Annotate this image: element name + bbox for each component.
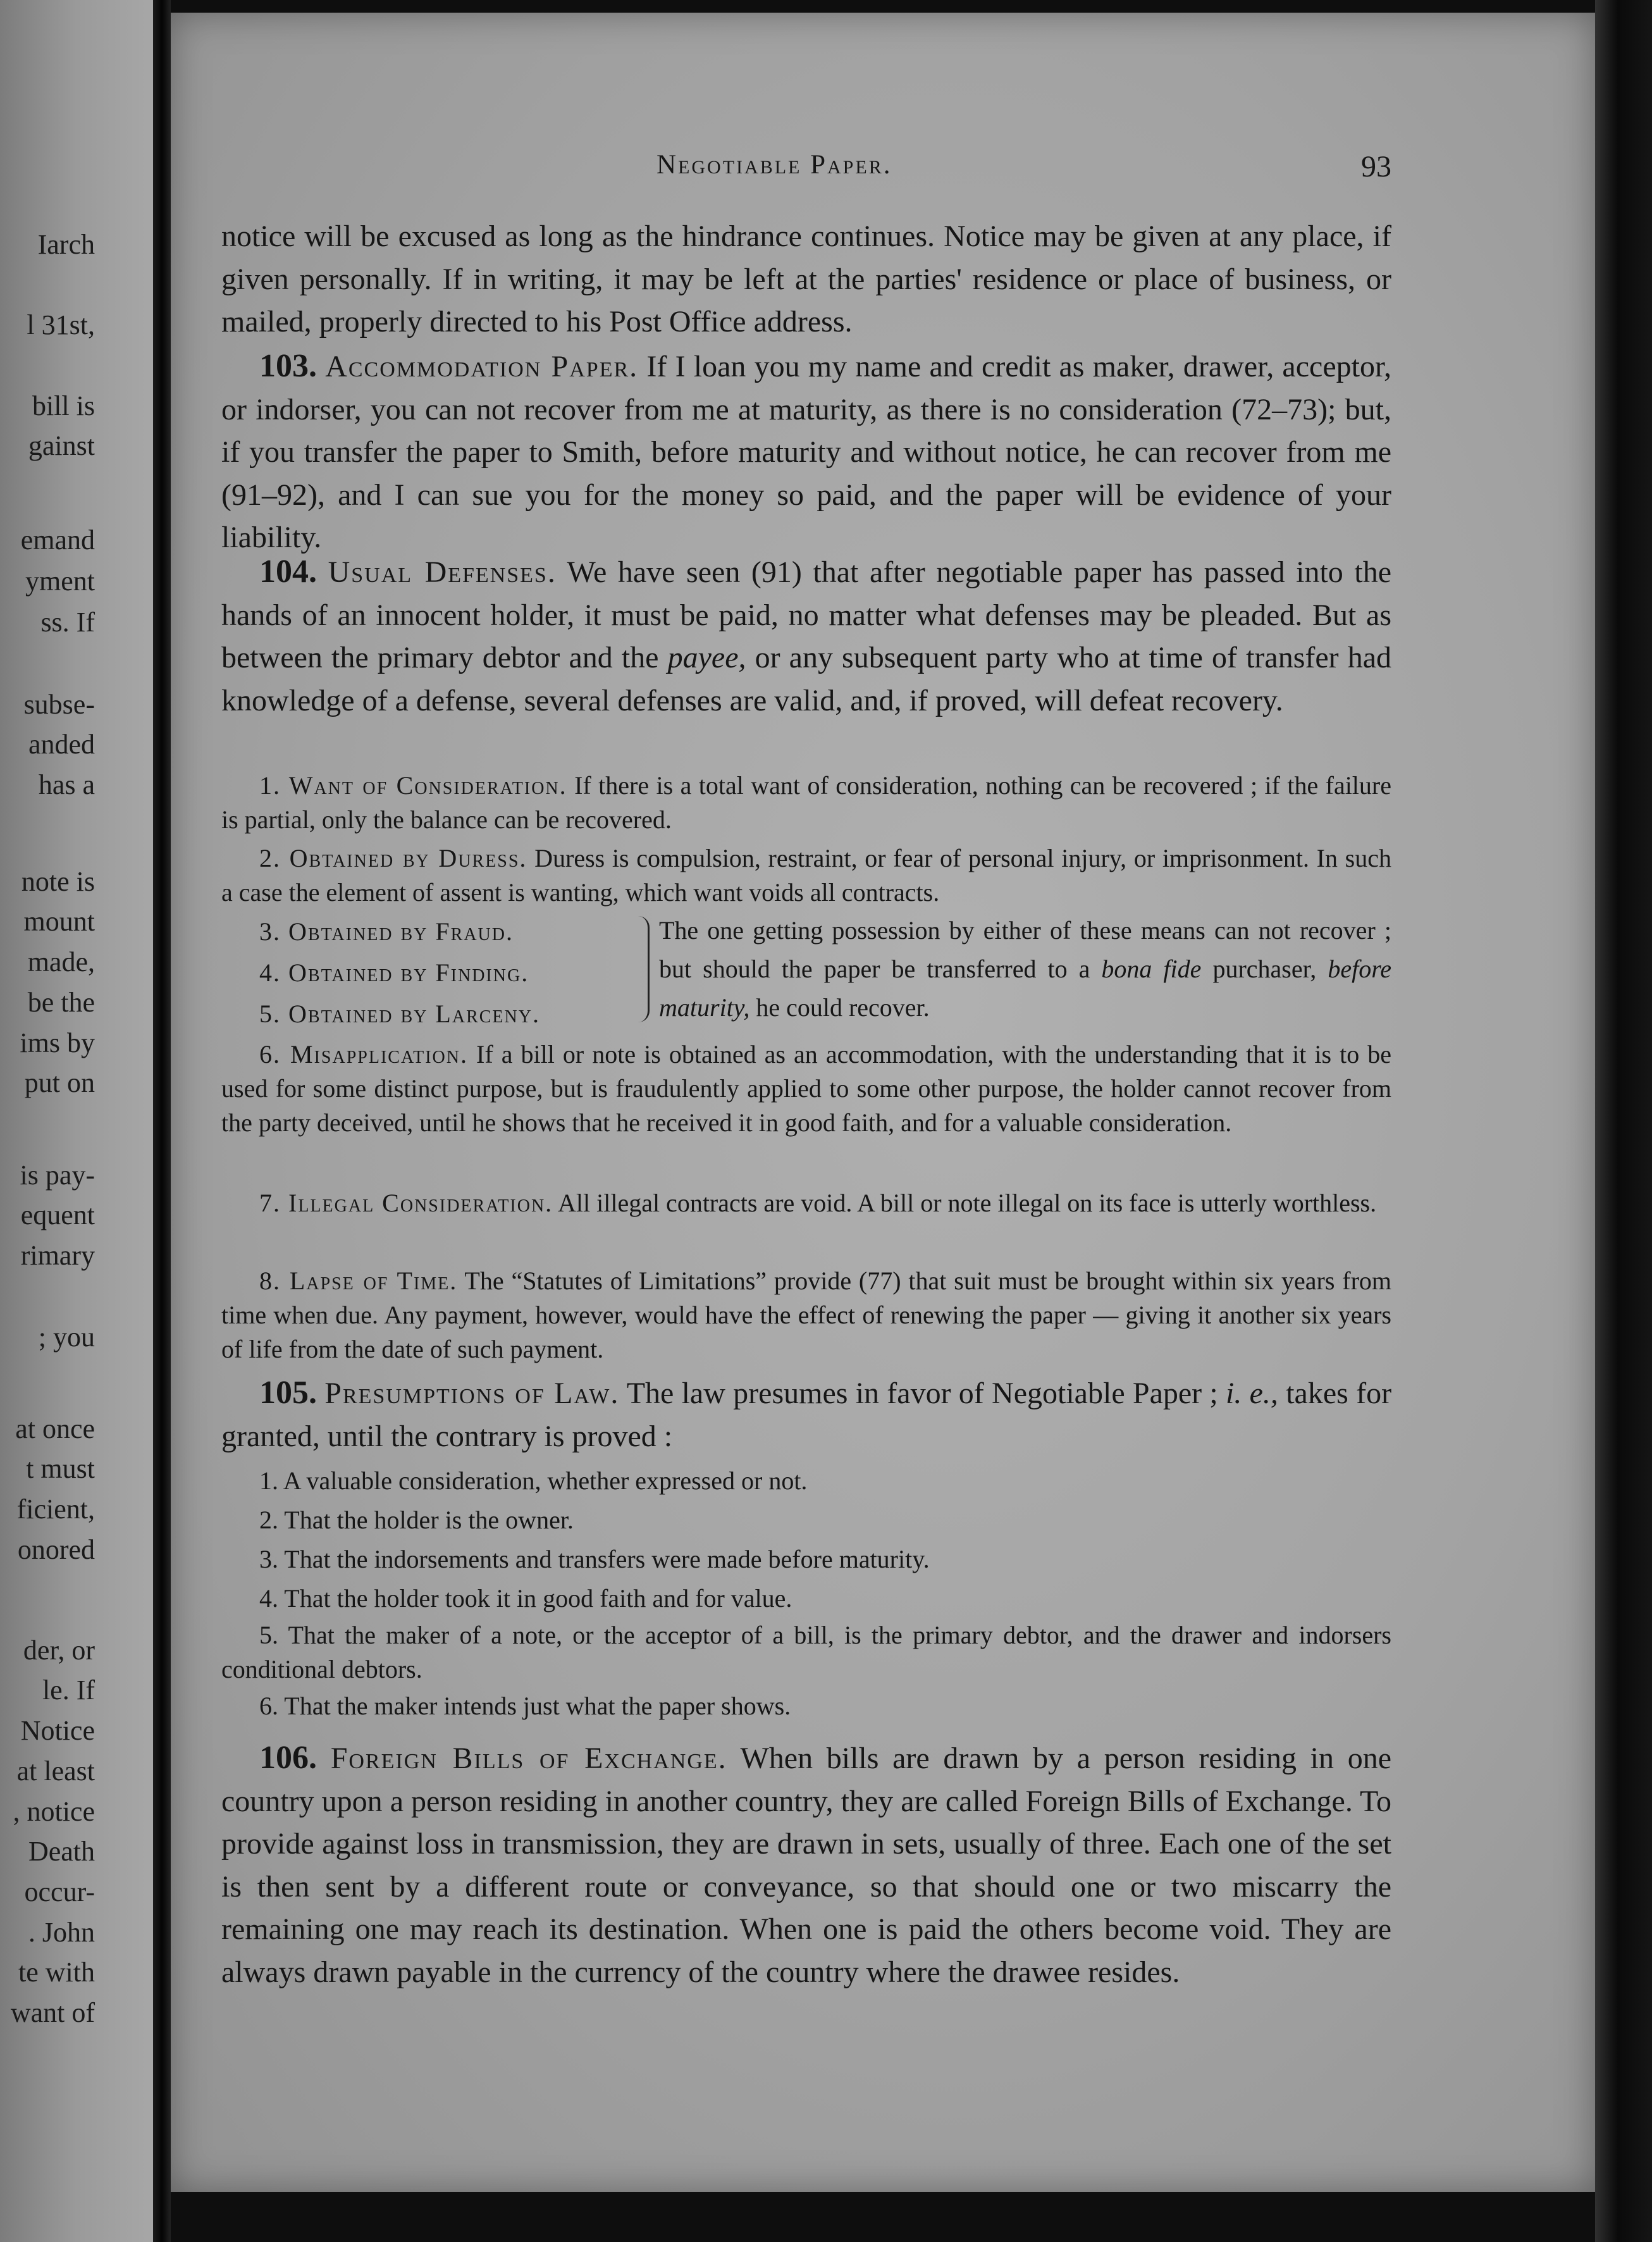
- section-title: Foreign Bills of Exchange.: [330, 1742, 727, 1775]
- section-text: We have seen (91) that after negotiable paper has passed into the hands of an innocent holder, it must be paid, no matter what defenses may be pleaded. But as between the primary debtor and the: [221, 555, 1391, 674]
- prev-fragment: occur-: [24, 1876, 95, 1907]
- presumption-item: 6. That the maker intends just what the paper shows.: [259, 1692, 791, 1720]
- section-103: [221, 345, 1391, 559]
- item-text: If a bill or note is obtained as an accommodation, with the understanding that it is to be used for some distinct purpose, but is fraudulently applied to some other purpose, the holder cannot recover from the party deceived, until he shows that he received it in good faith, and for a valuable consideration.: [221, 1040, 1392, 1137]
- italic-term: bona fide: [1101, 955, 1202, 983]
- prev-fragment: Death: [28, 1836, 95, 1867]
- prev-fragment: mount: [23, 906, 95, 937]
- defense-item-1: [221, 769, 1391, 837]
- prev-fragment: subse-: [23, 689, 95, 720]
- prev-fragment: equent: [20, 1199, 95, 1230]
- previous-page-strip: [0, 0, 153, 2242]
- prev-fragment: made,: [27, 946, 95, 977]
- prev-fragment: rimary: [20, 1240, 95, 1271]
- defense-item-3: 3. Obtained by Fraud.: [259, 917, 514, 946]
- section-text: or any subsequent party who at time of transfer had knowledge of a defense, several defenses are valid, and, if proved, will defeat recovery.: [221, 641, 1392, 717]
- presumption-item: 5. That the maker of a note, or the acceptor of a bill, is the primary debtor, and the drawer and indorsers conditional debtors.: [221, 1621, 1391, 1683]
- prev-fragment: ims by: [20, 1027, 95, 1058]
- defense-item-4: 4. Obtained by Finding.: [259, 958, 529, 987]
- prev-fragment: ; you: [38, 1322, 95, 1353]
- prev-fragment: be the: [27, 987, 95, 1018]
- prev-fragment: der, or: [23, 1635, 95, 1666]
- prev-fragment: at once: [15, 1413, 95, 1444]
- section-text: takes for granted, until the contrary is proved :: [221, 1377, 1392, 1453]
- prev-fragment: . John: [28, 1917, 95, 1948]
- item-text: The “Statutes of Limitations” provide (77) that suit must be brought within six years from time when due. Any payment, however, would have the effect of renewing the paper — giving it another six years of life from the date of such payment.: [221, 1267, 1392, 1363]
- prev-fragment: Notice: [20, 1715, 95, 1746]
- section-number: 104.: [259, 554, 317, 590]
- bracket-text: The one getting possession by either of these means can not recover ; but should the paper be transferred to a: [659, 916, 1391, 983]
- prev-fragment: ss. If: [40, 607, 95, 638]
- section-106: [221, 1737, 1391, 1993]
- bracket-item-labels: [259, 911, 639, 1034]
- section-number: 105.: [259, 1375, 317, 1411]
- item-label: 2. Obtained by Duress.: [259, 844, 527, 872]
- prev-fragment: emand: [20, 524, 95, 555]
- section-105: [221, 1372, 1391, 1458]
- defense-item-7: [221, 1186, 1391, 1220]
- section-text: If I loan you my name and credit as maker, drawer, acceptor, or indorser, you can not recover from me at maturity, as there is no consideration (72–73); but, if you transfer the paper to Smith, before maturity and without notice, he can recover from me (91–92), and I can sue you for the money so paid, and the paper will be evidence of your liability.: [221, 350, 1392, 554]
- prev-fragment: ficient,: [16, 1494, 95, 1525]
- prev-fragment: Iarch: [37, 229, 95, 260]
- prev-fragment: at least: [16, 1756, 95, 1787]
- prev-fragment: has a: [38, 769, 95, 800]
- bracket-text: purchaser,: [1212, 955, 1317, 983]
- page-edge: [1595, 0, 1652, 2242]
- item-label: 1. Want of Consideration.: [259, 771, 567, 800]
- item-text: If there is a total want of consideration, nothing can be recovered ; if the failure is partial, only the balance can be recovered.: [221, 771, 1391, 834]
- prev-fragment: le. If: [42, 1675, 95, 1706]
- prev-fragment: te with: [18, 1957, 95, 1988]
- section-104: [221, 550, 1391, 722]
- section-text: When bills are drawn by a person residing in one country upon a person residing in another country, they are called Foreign Bills of Exchange. To provide against loss in transmission, they are drawn in sets, usually of three. Each one of the set is then sent by a different route or conveyance, so that should one or two miscarry the remaining one may reach its destination. When one is paid the others become void. They are always drawn payable in the currency of the country where the drawee resides.: [221, 1742, 1391, 1989]
- section-text: The law presumes in favor of Negotiable Paper ;: [626, 1377, 1218, 1410]
- defense-items-3-5: [221, 911, 1391, 1031]
- presumptions-list: [221, 1461, 1391, 1726]
- prev-fragment: , notice: [13, 1796, 95, 1827]
- prev-fragment: anded: [28, 729, 95, 760]
- bracket-explanation: [659, 911, 1391, 1027]
- bracket-text: he could recover.: [756, 993, 930, 1022]
- item-label: 7. Illegal Consideration.: [259, 1189, 553, 1217]
- prev-fragment: want of: [10, 1997, 95, 2028]
- prev-fragment: t must: [26, 1453, 95, 1484]
- italic-term: payee,: [667, 641, 746, 674]
- prev-fragment: is pay-: [20, 1160, 95, 1191]
- italic-term: i. e.,: [1226, 1377, 1278, 1410]
- presumption-item: 4. That the holder took it in good faith and for value.: [259, 1584, 792, 1613]
- item-label: 6. Misapplication.: [259, 1040, 468, 1068]
- prev-fragment: onored: [17, 1534, 95, 1565]
- prev-fragment: l 31st,: [27, 309, 95, 340]
- item-label: 8. Lapse of Time.: [259, 1267, 458, 1295]
- presumption-item: 2. That the holder is the owner.: [259, 1506, 574, 1534]
- italic-term: before maturity,: [659, 955, 1392, 1022]
- prev-fragment: bill is: [32, 390, 95, 421]
- defense-item-6: [221, 1037, 1391, 1140]
- page-number: 93: [1361, 150, 1391, 183]
- defense-item-8: [221, 1264, 1391, 1366]
- defense-item-5: 5. Obtained by Larceny.: [259, 1000, 540, 1028]
- presumption-item: 1. A valuable consideration, whether expressed or not.: [259, 1466, 808, 1495]
- section-title: Accommodation Paper.: [325, 350, 639, 383]
- prev-fragment: yment: [25, 566, 95, 597]
- defense-item-2: [221, 841, 1391, 910]
- book-spine: [153, 0, 171, 2242]
- item-text: Duress is compulsion, restraint, or fear of personal injury, or imprisonment. In such a case the element of assent is wanting, which want voids all contracts.: [221, 844, 1391, 907]
- prev-fragment: gainst: [28, 430, 95, 461]
- section-number: 106.: [259, 1740, 317, 1776]
- section-title: Usual Defenses.: [328, 555, 557, 589]
- presumption-item: 3. That the indorsements and transfers were made before maturity.: [259, 1545, 930, 1573]
- curly-bracket: [634, 916, 650, 1022]
- prev-fragment: note is: [21, 866, 95, 897]
- section-number: 103.: [259, 348, 317, 384]
- intro-paragraph: notice will be excused as long as the hindrance continues. Notice may be given at any place, if given personally. If in writing, it may be left at the parties' residence or place of business, or mailed, properly directed to his Post Office address.: [221, 220, 1391, 338]
- running-head: Negotiable Paper.: [656, 150, 892, 180]
- section-title: Presumptions of Law.: [324, 1377, 620, 1410]
- item-text: All illegal contracts are void. A bill or note illegal on its face is utterly worthless.: [557, 1189, 1377, 1217]
- prev-fragment: put on: [24, 1067, 95, 1098]
